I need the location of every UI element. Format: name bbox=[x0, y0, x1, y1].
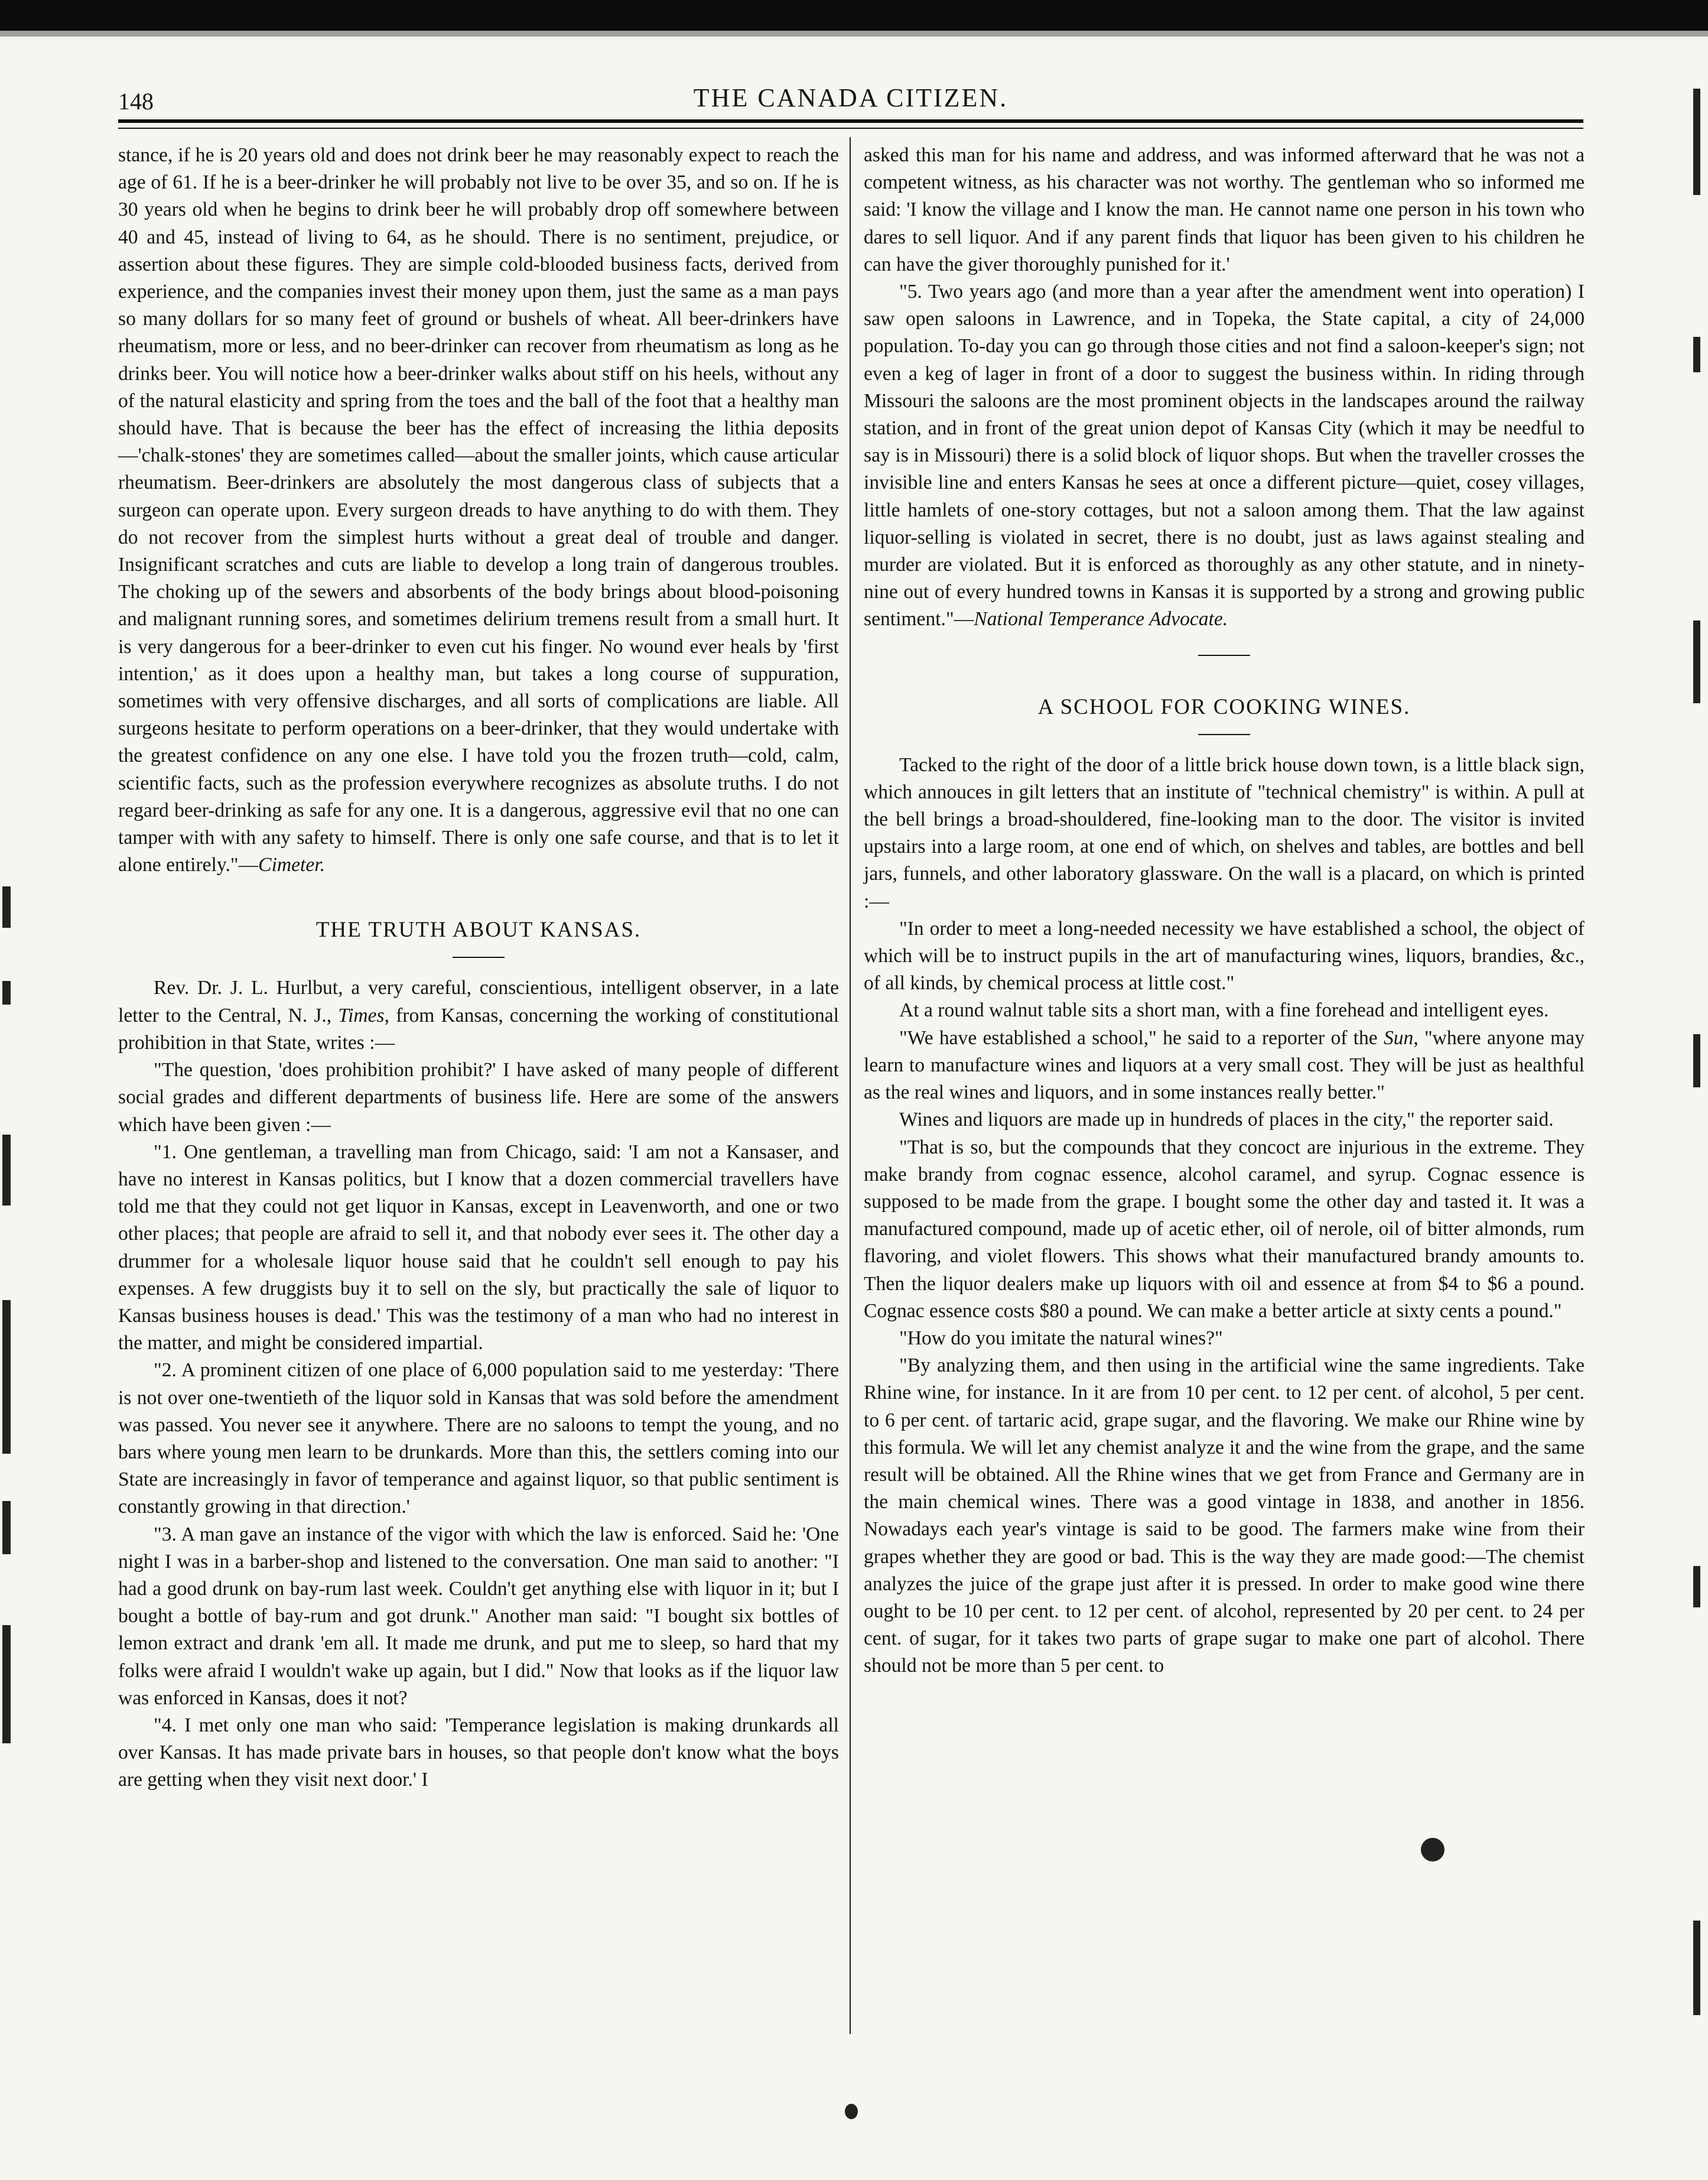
newspaper-title: THE CANADA CITIZEN. bbox=[693, 83, 1008, 112]
newspaper-name-sun: Sun bbox=[1383, 1026, 1414, 1049]
kansas-answer-2: "2. A prominent citizen of one place of 6,000 population said to me yesterday: 'There is not over one-twentieth of the liquor sold in Kansas that was sold before the amendment was passed. You never see it anywhere. There are no saloons to tempt the young, and no bars where young men learn to be drunkards. More than this, the settlers coming into our State are increasingly in favor of temperance and against liquor, so that public sentiment is constantly growing in that direction.' bbox=[118, 1359, 839, 1518]
paragraph-text: , from Kansas, concerning the working of constitutional prohibition in that State, writes :— bbox=[118, 1004, 839, 1054]
article-beer-continued bbox=[118, 142, 839, 879]
scan-ink-speck bbox=[845, 2104, 858, 2119]
kansas-question: "The question, 'does prohibition prohibit?' I have asked of many people of different social grades and different departments of business life. Here are some of the answers which have been given :— bbox=[118, 1059, 839, 1136]
scan-right-edge-marks bbox=[1690, 89, 1707, 2098]
kansas-intro bbox=[118, 974, 839, 1057]
right-column bbox=[864, 142, 1585, 1680]
newspaper-name-times: Times bbox=[338, 1004, 385, 1026]
paragraph-text: "We have established a school," he said to a reporter of the bbox=[899, 1026, 1384, 1049]
scan-ink-speck bbox=[1421, 1838, 1445, 1861]
kansas-answer-5 bbox=[864, 278, 1585, 633]
scan-left-edge-marks bbox=[0, 886, 17, 1773]
paragraph-text: "5. Two years ago (and more than a year after the amendment went into operation) I saw open saloons in Lawrence, and in Topeka, the State capital, a city of 24,000 population. To-day you can go through those cities and not find a saloon-keeper's sign; not even a keg of lager in front of a door to suggest the business within. In riding through Missouri the saloons are the most prominent objects in the landscapes around the railway station, and in front of the great union depot of Kansas City (which it may be needful to say is in Missouri) there is a solid block of liquor shops. But when the traveller crosses the invisible line and enters Kansas he sees at once a different picture—quiet, cosey villages, little hamlets of one-story cottages, but not a saloon among them. That the law against liquor-selling is violated in secret, there is no doubt, just as laws against stealing and murder are violated. But it is enforced as thoroughly as any other statute, and in ninety-nine out of every hundred towns in Kansas it is supported by a strong and growing public sentiment."— bbox=[864, 281, 1585, 631]
scan-top-shadow bbox=[0, 31, 1708, 37]
page-number: 148 bbox=[118, 88, 154, 115]
kansas-answer-4-continued: asked this man for his name and address, and was informed afterward that he was not a competent witness, as his character was not worthy. The gentleman who so informed me said: 'I know the village and I know the man. He cannot name one person in his town who dares to sell liquor. And if any parent finds that liquor has been given to his children he can have the giver thoroughly punished for it.' bbox=[864, 144, 1585, 275]
heading-rule bbox=[453, 957, 505, 958]
kansas-answer-1: "1. One gentleman, a travelling man from Chicago, said: 'I am not a Kansaser, and have no interest in Kansas politics, but I know that a dozen commercial travellers have told me that they could not get liquor in Kansas, except in Leavenworth, and one or two other places; that people are afraid to sell it, and that nobody ever sees it. The other day a drummer for a wholesale liquor house said that he couldn't sell enough to pay his expenses. A few druggists buy it to sell on the sly, but practically the sale of liquor to Kansas business houses is dead.' This was the testimony of a man who had no interest in the matter, and might be considered impartial. bbox=[118, 1141, 839, 1354]
left-column bbox=[118, 142, 839, 1794]
header-rule-thin bbox=[118, 128, 1583, 129]
wines-paragraph-2: At a round walnut table sits a short man, with a fine forehead and intelligent eyes. bbox=[899, 999, 1549, 1022]
heading-rule bbox=[1198, 734, 1250, 735]
column-divider bbox=[850, 137, 851, 2034]
source-temperance-advocate: National Temperance Advocate. bbox=[974, 608, 1228, 631]
paragraph-text: Rev. Dr. J. L. Hurlbut, a very careful, conscientious, intelligent observer, in a late letter to the Central, N. J., bbox=[118, 977, 839, 1026]
wines-paragraph-3 bbox=[864, 1025, 1585, 1107]
heading-truth-about-kansas: THE TRUTH ABOUT KANSAS. bbox=[315, 918, 642, 943]
wines-paragraph-1: Tacked to the right of the door of a little brick house down town, is a little black sign, which annouces in gilt letters that an institute of "technical chemistry" is within. A pull at the bell brings a broad-shouldered, fine-looking man to the door. The visitor is invited upstairs into a large room, at one end of which, on shelves and tables, are bottles and bell jars, funnels, and other laboratory glassware. On the wall is a placard, on which is printed :— bbox=[864, 753, 1585, 912]
paragraph-text: stance, if he is 20 years old and does not drink beer he may reasonably expect to reach the age of 61. If he is a beer-drinker he will probably not live to be over 35, and so on. If he is 30 years old when he begins to drink beer he will probably drop off somewhere between 40 and 45, instead of living to 64, as he should. There is no sentiment, prejudice, or assertion about these figures. They are simple cold-blooded business facts, derived from experience, and the companies invest their money upon them, just the same as a man pays so many dollars for so many feet of ground or bushels of wheat. All beer-drinkers have rheumatism, more or less, and no beer-drinker can recover from rheumatism as long as he drinks beer. You will notice how a beer-drinker walks about stiff on his heels, without any of the natural elasticity and spring from the toes and the ball of the foot that a healthy man should have. That is because the beer has the effect of increasing the lithia deposits—'chalk-stones' they are sometimes called—about the smaller joints, which cause articular rheumatism. Beer-drinkers are absolutely the most dangerous class of subjects that a surgeon can operate upon. Every surgeon dreads to have anything to do with them. They do not recover from the simplest hurts without a great deal of trouble and danger. Insignificant scratches and cuts are liable to develop a long train of dangerous troubles. The choking up of the sewers and absorbents of the body brings about blood-poisoning and malignant running sores, and sometimes delirium tremens result from a small hurt. It is very dangerous for a beer-drinker to even cut his finger. No wound ever heals by 'first intention,' as it does upon a healthy man, but takes a long course of suppuration, sometimes with very offensive discharges, and all sorts of complications are liable. All surgeons hesitate to perform operations on a beer-drinker, that they would undertake with the greatest confidence on any one else. I have told you the frozen truth—cold, calm, scientific facts, such as the profession everywhere recognizes as absolute truths. I do not regard beer-drinking as safe for any one. It is a dangerous, aggressive evil that no one can tamper with with any safety to himself. There is only one safe course, and that is to let it alone entirely."— bbox=[118, 144, 839, 876]
wines-paragraph-5: "That is so, but the compounds that they concoct are injurious in the extreme. They make brandy from cognac essence, alcohol caramel, and syrup. Cognac essence is supposed to be made from the grape. I bought some the other day and tasted it. It was a manufactured compound, made up of acetic ether, oil of nerole, oil of bitter almonds, rum flavoring, and violet flowers. This shows what their manufactured brandy amounts to. Then the liquor dealers make up liquors with oil and essence at from $4 to $6 a pound. Cognac essence costs $80 a pound. We can make a better article at sixty cents a pound." bbox=[864, 1136, 1585, 1322]
heading-school-cooking-wines: A SCHOOL FOR COOKING WINES. bbox=[1037, 694, 1411, 719]
source-cimeter: Cimeter. bbox=[258, 854, 326, 876]
wines-paragraph-4: Wines and liquors are made up in hundreds of places in the city," the reporter said. bbox=[899, 1109, 1554, 1131]
wines-paragraph-7: "By analyzing them, and then using in the artificial wine the same ingredients. Take Rhine wine, for instance. In it are from 10 per cent. to 12 per cent. of alcohol, 5 per cent. to 6 per cent. of tartaric acid, grape sugar, and the flavoring. We make our Rhine wine by this formula. We will let any chemist analyze it and the wine from the grape, and the same result will be obtained. All the Rhine wines that we get from France and Germany are in the main chemical wines. There was a good vintage in 1838, and another in 1856. Nowadays each year's vintage is said to be good. The farmers make wine from their grapes whether they are good or bad. This is the way they are made good:—The chemist analyzes the juice of the grape just after it is pressed. In order to make good wine there ought to be 10 per cent. to 12 per cent. of alcohol, represented by 20 per cent. to 24 per cent. of sugar, for it takes two parts of grape sugar to make one part of alcohol. There should not be more than 5 per cent. to bbox=[864, 1354, 1585, 1677]
kansas-answer-4: "4. I met only one man who said: 'Temperance legislation is making drunkards all over Kansas. It has made private bars in houses, so that people don't know what the boys are getting when they visit next door.' I bbox=[118, 1714, 839, 1791]
article-separator bbox=[1198, 655, 1250, 656]
scan-top-border bbox=[0, 0, 1708, 31]
paragraph-text: , "where anyone may learn to manufacture wines and liquors at a very small cost. They will be just as healthful as the real wines and liquors, and in some instances really better." bbox=[864, 1026, 1585, 1104]
kansas-answer-3: "3. A man gave an instance of the vigor with which the law is enforced. Said he: 'One night I was in a barber-shop and listened to the conversation. One man said to another: "I had a good drunk on bay-rum last week. Couldn't get anything else with liquor in it; but I bought a bottle of bay-rum and got drunk." Another man said: "I bought six bottles of lemon extract and drank 'em all. It made me drunk, and put me to sleep, so hard that my folks were afraid I wouldn't wake up again, but I did." Now that looks as if the liquor law was enforced in Kansas, does it not? bbox=[118, 1523, 839, 1709]
header-rule-thick bbox=[118, 119, 1583, 123]
running-header bbox=[118, 83, 1583, 118]
wines-paragraph-6: "How do you imitate the natural wines?" bbox=[899, 1327, 1223, 1349]
wines-placard: "In order to meet a long-needed necessity we have established a school, the object of which will be to instruct pupils in the art of manufacturing wines, liquors, brandies, &c., of all kinds, by chemical process at little cost." bbox=[864, 917, 1585, 995]
